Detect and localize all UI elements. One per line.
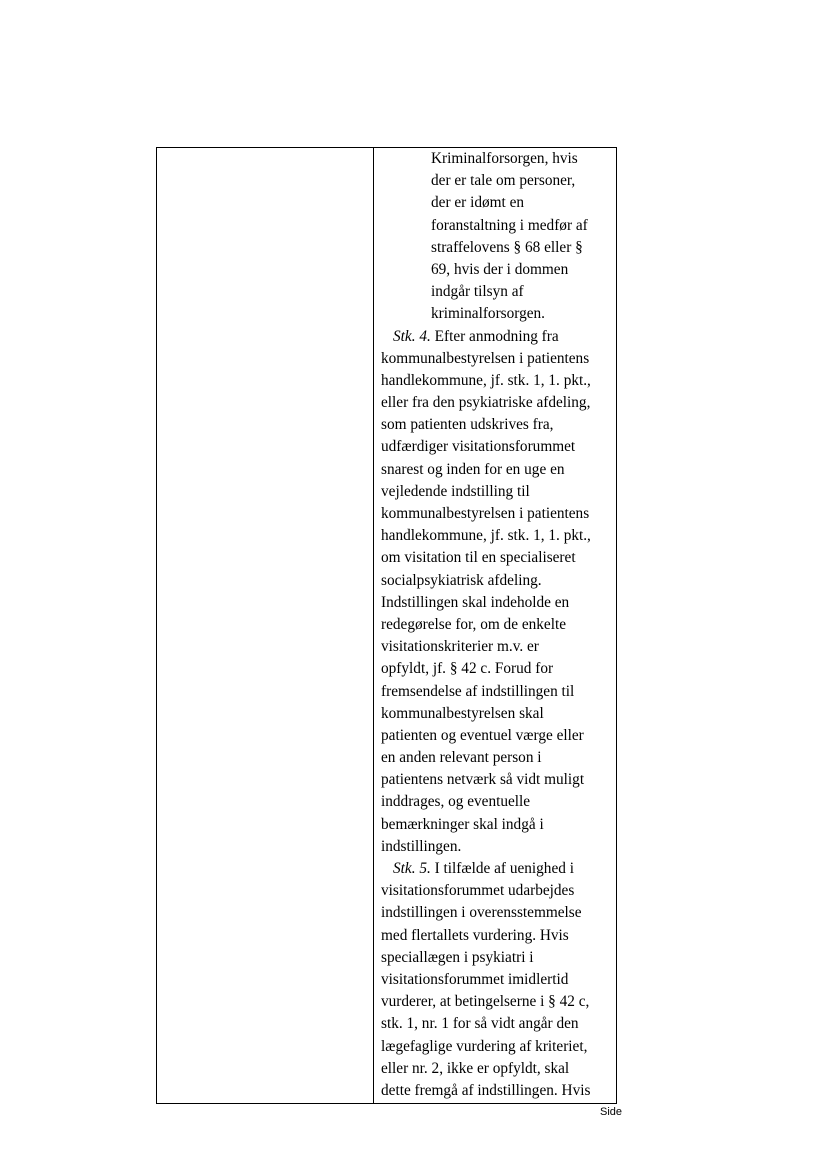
continuation-line: indgår tilsyn af <box>431 283 524 301</box>
stk4-first-line-text: Efter anmodning fra <box>430 327 559 345</box>
stk5-line: eller nr. 2, ikke er opfyldt, skal <box>381 1059 570 1077</box>
stk4-first-line <box>381 326 613 348</box>
stk5-paragraph <box>381 858 613 1102</box>
stk4-line: kommunalbestyrelsen i patientens <box>381 505 590 522</box>
stk5-line: speciallægen i psykiatri i <box>381 948 534 966</box>
stk4-line: vejledende indstilling til <box>381 482 530 500</box>
stk5-line: stk. 1, nr. 1 for så vidt angår den <box>381 1015 579 1033</box>
stk4-line: Indstillingen skal indeholde en <box>381 593 570 611</box>
stk4-line: som patienten udskrives fra, <box>381 416 554 434</box>
continuation-line: straffelovens § 68 eller § <box>431 238 583 256</box>
stk4-line: opfyldt, jf. § 42 c. Forud for <box>381 660 554 678</box>
stk5-line: visitationsforummet imidlertid <box>381 970 569 988</box>
stk5-line: lægefaglige vurdering af kriteriet, <box>381 1037 588 1055</box>
continuation-block <box>381 148 613 326</box>
continuation-line: der er tale om personer, <box>431 172 576 190</box>
continuation-line: foranstaltning i medfør af <box>431 216 588 234</box>
stk5-first-line <box>381 858 613 880</box>
stk4-line: en anden relevant person i <box>381 749 542 767</box>
column-divider <box>373 148 374 1103</box>
stk4-line: indstillingen. <box>381 837 462 855</box>
page-footer-label: Side <box>600 1106 623 1118</box>
stk4-paragraph <box>381 326 613 859</box>
stk4-line: bemærkninger skal indgå i <box>381 815 544 833</box>
continuation-line: kriminalforsorgen. <box>431 305 545 323</box>
stk4-line: udfærdiger visitationsforummet <box>381 438 576 456</box>
stk4-line: snarest og inden for en uge en <box>381 460 565 478</box>
stk5-line: visitationsforummet udarbejdes <box>381 882 575 900</box>
stk5-line: vurderer, at betingelserne i § 42 c, <box>381 993 590 1011</box>
stk4-line: fremsendelse af indstillingen til <box>381 682 575 700</box>
stk4-line: inddrages, og eventuelle <box>381 793 531 811</box>
stk4-line: kommunalbestyrelsen skal <box>381 704 544 722</box>
stk4-line: om visitation til en specialiseret <box>381 549 576 567</box>
stk4-line: patienten og eventuel værge eller <box>381 726 584 744</box>
stk4-line: socialpsykiatrisk afdeling. <box>381 571 542 589</box>
stk4-line: eller fra den psykiatriske afdeling, <box>381 394 591 412</box>
stk5-line: med flertallets vurdering. Hvis <box>381 926 569 944</box>
continuation-line: 69, hvis der i dommen <box>431 260 569 278</box>
stk4-line: handlekommune, jf. stk. 1, 1. pkt., <box>381 371 591 389</box>
stk4-line: visitationskriterier m.v. er <box>381 638 539 656</box>
stk5-line: indstillingen i overensstemmelse <box>381 904 582 922</box>
stk4-line: patientens netværk så vidt muligt <box>381 771 585 789</box>
stk5-label: Stk. 5. <box>393 860 431 877</box>
stk5-line: dette fremgå af indstillingen. Hvis <box>381 1081 591 1099</box>
stk5-first-line-text: I tilfælde af uenighed i <box>430 860 574 877</box>
stk4-line: redegørelse for, om de enkelte <box>381 615 566 633</box>
stk4-line: kommunalbestyrelsen i patientens <box>381 349 590 367</box>
stk4-label: Stk. 4. <box>393 327 431 345</box>
continuation-line: der er idømt en <box>431 194 525 212</box>
continuation-line: Kriminalforsorgen, hvis <box>431 150 578 167</box>
stk4-line: handlekommune, jf. stk. 1, 1. pkt., <box>381 527 591 545</box>
comparison-table <box>156 147 617 1104</box>
table-cell-right <box>381 148 613 1103</box>
table-cell-left <box>157 148 373 1103</box>
